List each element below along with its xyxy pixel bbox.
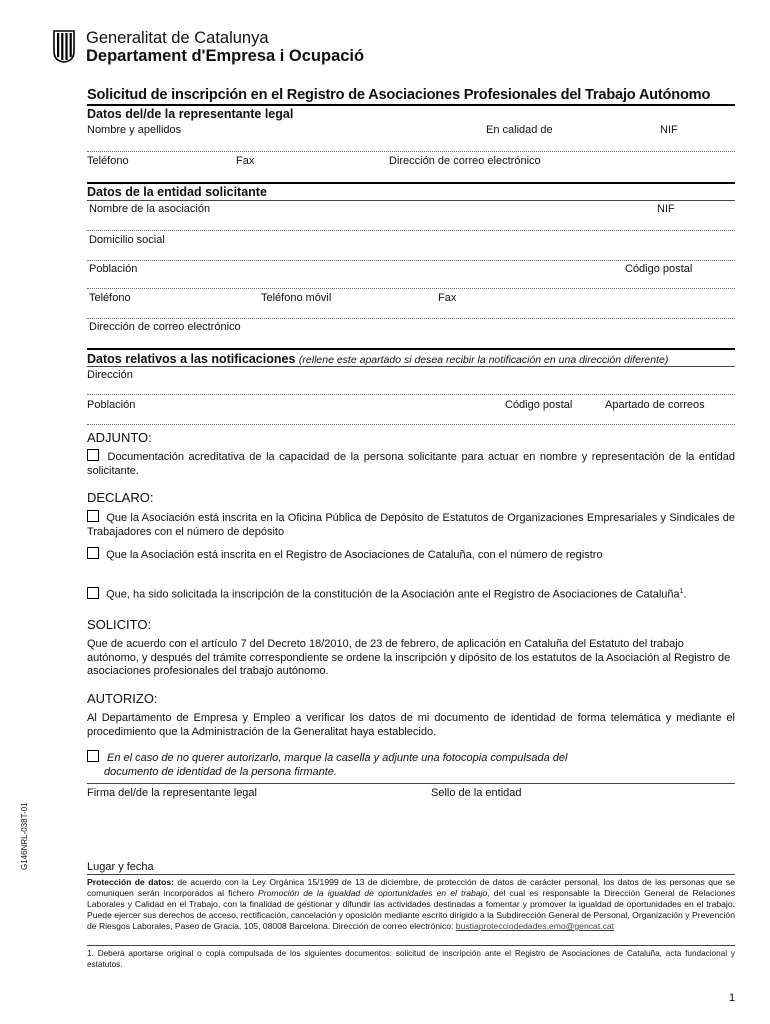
field-rep-phone[interactable]: Teléfono bbox=[87, 155, 129, 167]
field-capacity[interactable]: En calidad de bbox=[486, 124, 553, 136]
privacy-label: Protección de datos: bbox=[87, 877, 174, 887]
field-town[interactable]: Población bbox=[89, 263, 138, 275]
field-seal[interactable]: Sello de la entidad bbox=[431, 787, 522, 799]
field-address[interactable]: Domicilio social bbox=[89, 234, 165, 246]
autorizo-optout-line2: documento de identidad de la persona firmante. bbox=[104, 765, 337, 778]
footnote-ref: 1 bbox=[679, 588, 684, 595]
declaro-checkbox-2[interactable] bbox=[87, 547, 99, 559]
adjunto-item bbox=[87, 449, 735, 478]
solicito-text: Que de acuerdo con el artículo 7 del Decreto 18/2010, de 23 de febrero, de aplicación en Cataluña del Estatuto del trabajo autónomo, y después del trámite correspondiente se ordene la inscripción y dipósito de los estatutos de la Asociación al Registro de asociaciones profesionales del trabajo autónomo. bbox=[87, 638, 731, 677]
field-rep-email[interactable]: Dirección de correo electrónico bbox=[389, 155, 541, 167]
field-postcode[interactable]: Código postal bbox=[625, 263, 693, 275]
field-line bbox=[87, 260, 735, 261]
field-notif-town[interactable]: Población bbox=[87, 399, 136, 411]
field-notif-pobox[interactable]: Apartado de correos bbox=[605, 399, 705, 411]
autorizo-optout-checkbox[interactable] bbox=[87, 750, 99, 762]
privacy-text-b: , del cual es responsable la Dirección General de Relaciones Laborales y Calidad en el Trabajo, con la finalidad de gestionar y difundir las actividades destinadas a fomentar y promover la igualdad de oportunidades en el trabajo. Puede ejercer sus derechos de acceso, rectificación, cancelación y oposición mediante escrito dirigido a la Subdirección General de Personal, Organización y Prevención de Riesgos Laborales, Paseo de Gracia, 105, 08008 Barcelona. Dirección de correo electrónico: bbox=[87, 888, 735, 931]
divider bbox=[87, 104, 735, 106]
field-signature[interactable]: Firma del/de la representante legal bbox=[87, 787, 257, 799]
department-name: Departament d'Empresa i Ocupació bbox=[86, 47, 365, 65]
field-line bbox=[87, 394, 735, 395]
field-entity-mobile[interactable]: Teléfono móvil bbox=[261, 292, 332, 304]
field-line bbox=[87, 783, 735, 784]
section-heading-entity: Datos de la entidad solicitante bbox=[87, 185, 267, 199]
divider bbox=[87, 348, 735, 350]
field-line bbox=[87, 874, 735, 875]
section-heading-notifications bbox=[87, 352, 668, 366]
declaro-item-1 bbox=[87, 510, 735, 539]
field-rep-fax[interactable]: Fax bbox=[236, 155, 255, 167]
field-line bbox=[87, 318, 735, 319]
divider bbox=[87, 182, 735, 184]
privacy-notice bbox=[87, 877, 735, 932]
privacy-file-name: Promoción de la igualdad de oportunidades en el trabajo bbox=[258, 888, 488, 898]
field-notif-address[interactable]: Dirección bbox=[87, 369, 133, 381]
field-assoc-name[interactable]: Nombre de la asociación bbox=[89, 203, 211, 215]
declaro-item-2 bbox=[87, 547, 735, 563]
field-name[interactable]: Nombre y apellidos bbox=[87, 124, 182, 136]
page-title: Solicitud de inscripción en el Registro de Asociaciones Profesionales del Trabajo Autónomo bbox=[87, 87, 711, 103]
section-heading-declaro: DECLARO: bbox=[87, 490, 154, 505]
field-entity-phone[interactable]: Teléfono bbox=[89, 292, 131, 304]
declaro-item-3 bbox=[87, 585, 735, 602]
divider bbox=[87, 945, 735, 946]
page-number: 1 bbox=[729, 992, 736, 1004]
field-entity-nif[interactable]: NIF bbox=[657, 203, 675, 215]
section-heading-representative: Datos del/de la representante legal bbox=[87, 107, 294, 121]
adjunto-checkbox[interactable] bbox=[87, 449, 99, 461]
privacy-email-link[interactable]: bustiaprotecciodedades.emo@gencat.cat bbox=[455, 921, 615, 931]
field-line bbox=[87, 200, 735, 201]
field-place-date[interactable]: Lugar y fecha bbox=[87, 861, 154, 873]
field-notif-postcode[interactable]: Código postal bbox=[505, 399, 573, 411]
privacy-text-a: de acuerdo con la Ley Orgánica 15/1999 de 13 de diciembre, de protección de datos de carácter personal, los datos de las personas que se comuniquen serán incorporados al fichero bbox=[87, 877, 735, 898]
declaro-checkbox-1[interactable] bbox=[87, 510, 99, 522]
form-code: G146NRL-038T-01 bbox=[20, 802, 29, 870]
org-name: Generalitat de Catalunya bbox=[86, 29, 269, 47]
section-heading-autorizo: AUTORIZO: bbox=[87, 691, 158, 706]
generalitat-logo-icon bbox=[52, 29, 76, 63]
field-entity-email[interactable]: Dirección de correo electrónico bbox=[89, 321, 241, 333]
field-line bbox=[87, 230, 735, 231]
field-line bbox=[87, 366, 735, 367]
autorizo-optout-line1: En el caso de no querer autorizarlo, marque la casella y adjunte una fotocopia compulsada del bbox=[107, 752, 568, 764]
footnote: 1. Deberá aportarse original o copia compulsada de los siguientes documentos: solicitud de inscripción ante el Registro de Asociaciones de Cataluña, acta fundacional y estatutos. bbox=[87, 949, 735, 969]
field-entity-fax[interactable]: Fax bbox=[438, 292, 457, 304]
adjunto-item-text: Documentación acreditativa de la capacidad de la persona solicitante para actuar en nombre y representación de la entidad solicitante. bbox=[87, 451, 735, 477]
field-line bbox=[87, 151, 735, 152]
autorizo-optout bbox=[87, 750, 735, 779]
field-rep-nif[interactable]: NIF bbox=[660, 124, 678, 136]
autorizo-text: Al Departamento de Empresa y Empleo a verificar los datos de mi documento de identidad de forma telemática y mediante el procedimiento que la Administración de la Generalitat haya establecido. bbox=[87, 712, 735, 738]
declaro-item-1-text: Que la Asociación está inscrita en la Oficina Pública de Depósito de Estatutos de Organizaciones Empresariales y Sindicales de Trabajadores con el número de depósito bbox=[87, 512, 735, 538]
declaro-item-3-text: Que, ha sido solicitada la inscripción de la constitución de la Asociación ante el Registro de Asociaciones de Cataluña bbox=[106, 588, 680, 601]
declaro-item-2-text: Que la Asociación está inscrita en el Registro de Asociaciones de Cataluña, con el número de registro bbox=[106, 549, 603, 561]
declaro-checkbox-3[interactable] bbox=[87, 587, 99, 599]
section-heading-adjunto: ADJUNTO: bbox=[87, 430, 152, 445]
field-line bbox=[87, 288, 735, 289]
declaro-item-3-end: . bbox=[683, 588, 687, 601]
notifications-heading-text: Datos relativos a las notificaciones bbox=[87, 352, 296, 366]
notifications-note: (rellene este apartado si desea recibir la notificación en una dirección diferente) bbox=[298, 354, 669, 366]
section-heading-solicito: SOLICITO: bbox=[87, 617, 152, 632]
field-line bbox=[87, 424, 735, 425]
